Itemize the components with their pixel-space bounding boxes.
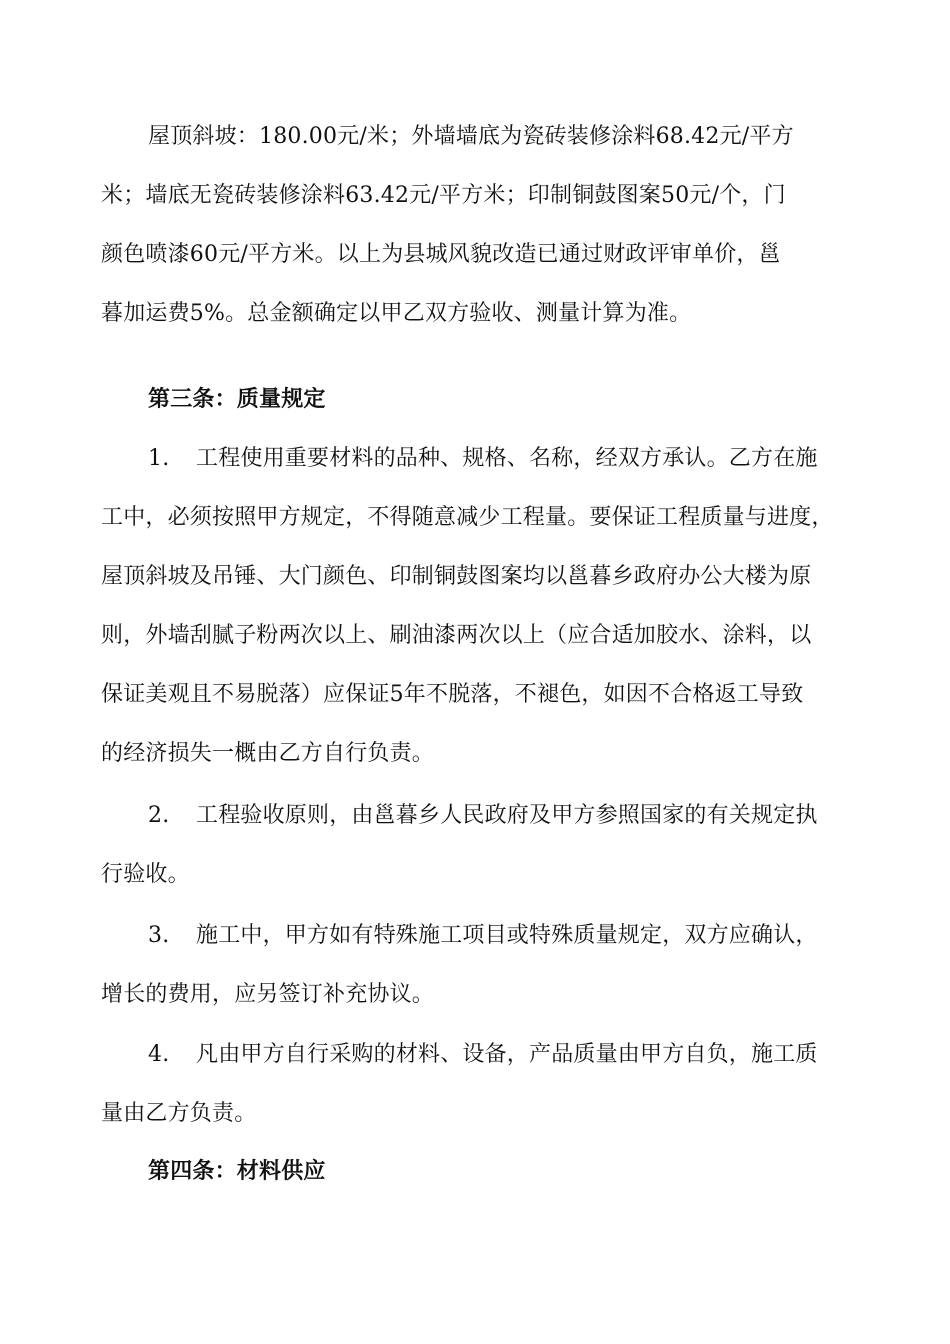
price-paragraph-line-1: 屋顶斜坡：180.00元/米；外墙墙底为瓷砖装修涂料68.42元/平方 bbox=[148, 124, 794, 149]
item-1-line-6: 的经济损失一概由乙方自行负责。 bbox=[101, 741, 435, 766]
item-1-line-1 bbox=[148, 444, 818, 474]
section-3-heading: 第三条：质量规定 bbox=[148, 386, 326, 412]
item-3-line-1 bbox=[148, 921, 818, 951]
item-3-number: 3. bbox=[148, 923, 170, 948]
item-3-text-1: 施工中，甲方如有特殊施工项目或特殊质量规定，双方应确认， bbox=[196, 923, 818, 948]
price-paragraph-line-4: 暮加运费5%。总金额确定以甲乙双方验收、测量计算为准。 bbox=[101, 301, 692, 326]
item-4-number: 4. bbox=[148, 1042, 170, 1067]
item-1-line-2: 工中，必须按照甲方规定，不得随意减少工程量。要保证工程质量与进度， bbox=[101, 505, 834, 530]
item-1-line-5: 保证美观且不易脱落）应保证5年不脱落，不褪色，如因不合格返工导致 bbox=[101, 682, 804, 707]
item-4-text-1: 凡由甲方自行采购的材料、设备，产品质量由甲方自负，施工质 bbox=[196, 1042, 818, 1067]
section-4-heading: 第四条：材料供应 bbox=[148, 1158, 326, 1184]
item-1-line-4: 则，外墙刮腻子粉两次以上、刷油漆两次以上（应合适加胶水、涂料，以 bbox=[101, 623, 812, 648]
item-2-line-2: 行验收。 bbox=[101, 862, 190, 887]
item-4-line-1 bbox=[148, 1040, 818, 1070]
item-2-line-1 bbox=[148, 801, 818, 831]
item-2-text-1: 工程验收原则，由邕暮乡人民政府及甲方参照国家的有关规定执 bbox=[196, 803, 818, 828]
item-1-line-3: 屋顶斜坡及吊锤、大门颜色、印制铜鼓图案均以邕暮乡政府办公大楼为原 bbox=[101, 564, 812, 589]
item-1-number: 1. bbox=[148, 446, 170, 471]
price-paragraph-line-2: 米；墙底无瓷砖装修涂料63.42元/平方米；印制铜鼓图案50元/个，门 bbox=[101, 183, 786, 208]
item-1-text-1: 工程使用重要材料的品种、规格、名称，经双方承认。乙方在施 bbox=[196, 446, 818, 471]
price-paragraph-line-3: 颜色喷漆60元/平方米。以上为县城风貌改造已通过财政评审单价，邕 bbox=[101, 242, 781, 267]
item-3-line-2: 增长的费用，应另签订补充协议。 bbox=[101, 982, 435, 1007]
item-2-number: 2. bbox=[148, 803, 170, 828]
item-4-line-2: 量由乙方负责。 bbox=[101, 1101, 257, 1126]
